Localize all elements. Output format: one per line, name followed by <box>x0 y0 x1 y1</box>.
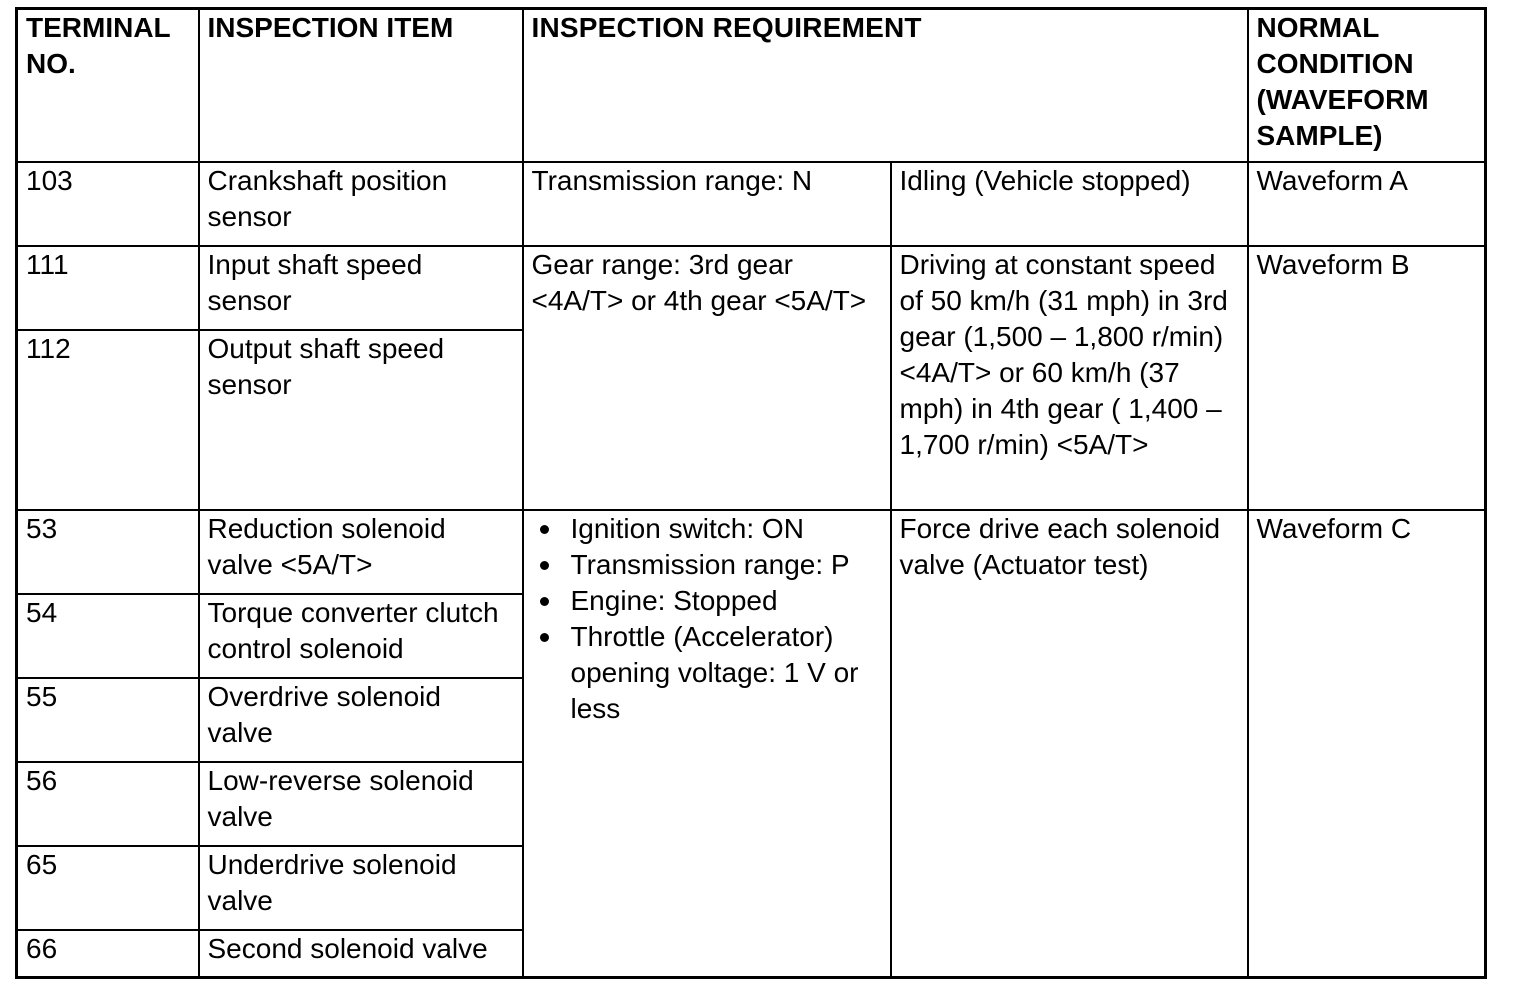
bullet-icon <box>540 597 549 606</box>
terminal-cell: 66 <box>17 930 199 978</box>
terminal-cell: 56 <box>17 762 199 846</box>
terminal-cell: 103 <box>17 162 199 246</box>
item-cell: Reduction solenoid valve <5A/T> <box>199 510 523 594</box>
terminal-cell: 55 <box>17 678 199 762</box>
list-item <box>532 619 882 727</box>
requirement-condition-cell: Gear range: 3rd gear <4A/T> or 4th gear <5A/T> <box>523 246 891 510</box>
list-item <box>532 511 882 547</box>
requirement-condition-cell: Transmission range: N <box>523 162 891 246</box>
requirement-operation-cell: Force drive each solenoid valve (Actuator test) <box>891 510 1248 978</box>
inspection-table <box>15 7 1487 979</box>
terminal-cell: 112 <box>17 330 199 510</box>
table-header-row <box>17 9 1486 163</box>
table-row <box>17 510 1486 594</box>
list-item <box>532 583 882 619</box>
normal-condition-cell: Waveform C <box>1248 510 1486 978</box>
requirement-operation-cell: Idling (Vehicle stopped) <box>891 162 1248 246</box>
normal-condition-cell: Waveform A <box>1248 162 1486 246</box>
terminal-cell: 111 <box>17 246 199 330</box>
item-cell: Crankshaft position sensor <box>199 162 523 246</box>
header-inspection-requirement: INSPECTION REQUIREMENT <box>523 9 1248 163</box>
requirement-operation-cell: Driving at constant speed of 50 km/h (31 mph) in 3rd gear (1,500 – 1,800 r/min) <4A/T> or 60 km/h (37 mph) in 4th gear ( 1,400 – 1,700 r/min) <5A/T> <box>891 246 1248 510</box>
bullet-text: Throttle (Accelerator) opening voltage: 1 V or less <box>570 621 859 724</box>
bullet-text: Ignition switch: ON <box>570 513 804 544</box>
item-cell: Input shaft speed sensor <box>199 246 523 330</box>
bullet-icon <box>540 525 549 534</box>
item-cell: Underdrive solenoid valve <box>199 846 523 930</box>
terminal-cell: 54 <box>17 594 199 678</box>
table-row <box>17 162 1486 246</box>
normal-condition-cell: Waveform B <box>1248 246 1486 510</box>
terminal-cell: 53 <box>17 510 199 594</box>
bullet-text: Transmission range: P <box>570 549 850 580</box>
item-cell: Second solenoid valve <box>199 930 523 978</box>
requirement-condition-cell <box>523 510 891 978</box>
header-normal-condition: NORMAL CONDITION (WAVEFORM SAMPLE) <box>1248 9 1486 163</box>
item-cell: Output shaft speed sensor <box>199 330 523 510</box>
item-cell: Torque converter clutch control solenoid <box>199 594 523 678</box>
header-terminal-no: TERMINAL NO. <box>17 9 199 163</box>
header-inspection-item: INSPECTION ITEM <box>199 9 523 163</box>
table-row <box>17 246 1486 330</box>
bullet-icon <box>540 561 549 570</box>
list-item <box>532 547 882 583</box>
terminal-cell: 65 <box>17 846 199 930</box>
item-cell: Low-reverse solenoid valve <box>199 762 523 846</box>
requirement-bullet-list <box>532 511 882 727</box>
bullet-text: Engine: Stopped <box>570 585 778 616</box>
bullet-icon <box>540 633 549 642</box>
item-cell: Overdrive solenoid valve <box>199 678 523 762</box>
